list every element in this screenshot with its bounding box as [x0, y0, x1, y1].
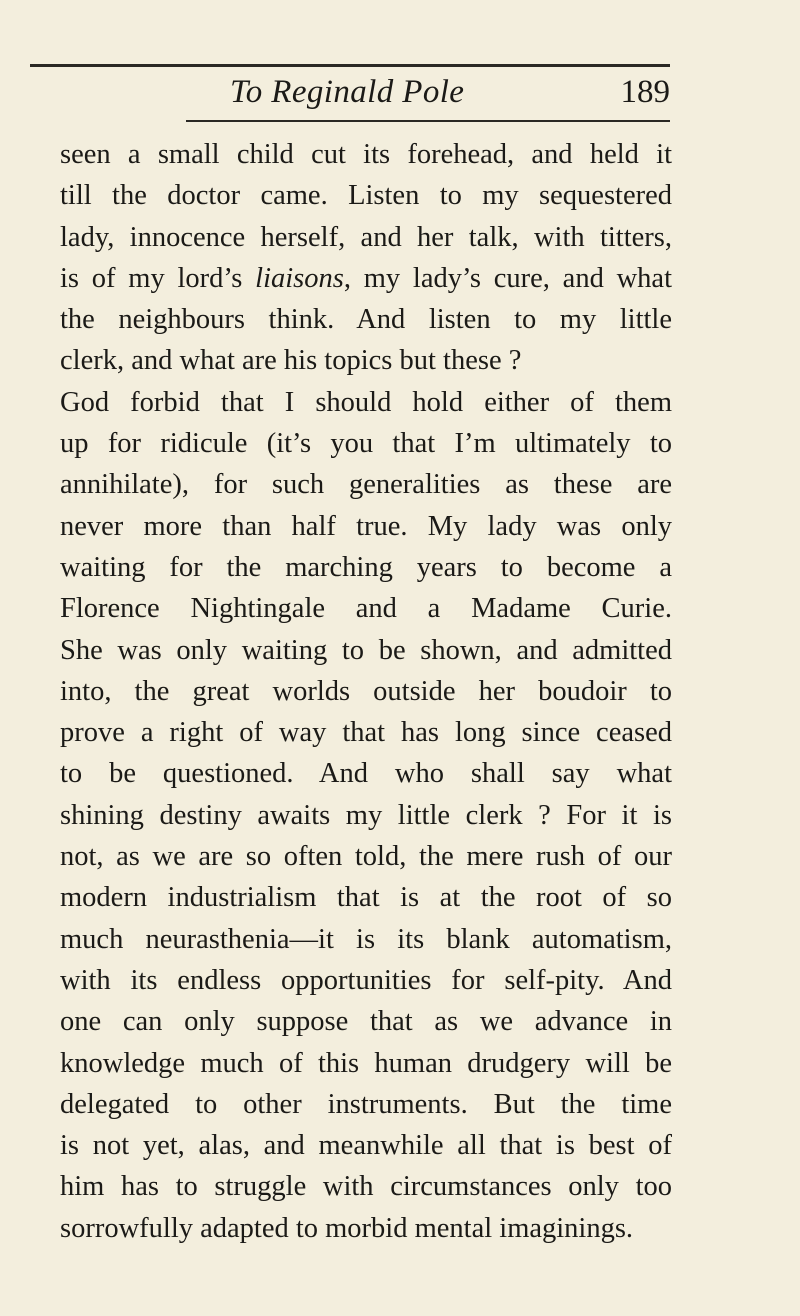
text-line: lady, innocence herself, and her talk, with titters, — [60, 221, 672, 253]
text-line: God forbid that I should hold either of them — [60, 386, 672, 418]
text-line-with-italic — [60, 258, 672, 299]
text-line: with its endless opportunities for self-pity. And — [60, 964, 672, 996]
header-bottom-rule — [186, 120, 670, 122]
text-line: annihilate), for such generalities as these are — [60, 469, 672, 501]
text-line: Florence Nightingale and a Madame Curie. — [60, 593, 672, 625]
running-title: To Reginald Pole — [230, 74, 465, 110]
text-line: is not yet, alas, and meanwhile all that is best of — [60, 1130, 672, 1162]
text-line: one can only suppose that as we advance in — [60, 1006, 672, 1038]
text-line: the neighbours think. And listen to my little — [60, 304, 672, 336]
page-number: 189 — [620, 74, 670, 110]
text-line: till the doctor came. Listen to my sequestered — [60, 180, 672, 212]
text-line: sorrowfully adapted to morbid mental imaginings. — [60, 1212, 634, 1244]
text-line: into, the great worlds outside her boudoir to — [60, 675, 672, 707]
text-line: clerk, and what are his topics but these ? — [60, 345, 522, 377]
text-line: knowledge much of this human drudgery will be — [60, 1047, 672, 1079]
text-segment: , my lady’s cure, and what — [343, 262, 672, 294]
text-line: much neurasthenia—it is its blank automatism, — [60, 923, 672, 955]
text-line: never more than half true. My lady was only — [60, 510, 672, 542]
text-line: not, as we are so often told, the mere rush of our — [60, 841, 672, 873]
italic-word: liaisons — [255, 262, 344, 294]
text-line: shining destiny awaits my little clerk ? For it is — [60, 799, 672, 831]
text-line: prove a right of way that has long since ceased — [60, 717, 672, 749]
text-line: waiting for the marching years to become a — [60, 551, 672, 583]
text-line: to be questioned. And who shall say what — [60, 758, 672, 790]
text-line: She was only waiting to be shown, and admitted — [60, 634, 672, 666]
text-segment: is of my lord’s — [60, 262, 256, 294]
text-line: seen a small child cut its forehead, and held it — [60, 139, 672, 170]
body-text — [60, 134, 672, 1249]
text-line: delegated to other instruments. But the time — [60, 1088, 672, 1120]
header-top-rule — [30, 64, 670, 67]
text-line: up for ridicule (it’s you that I’m ultimately to — [60, 428, 672, 460]
running-head — [186, 72, 670, 118]
text-line: him has to struggle with circumstances only too — [60, 1171, 672, 1203]
text-line: modern industrialism that is at the root of so — [60, 882, 672, 914]
